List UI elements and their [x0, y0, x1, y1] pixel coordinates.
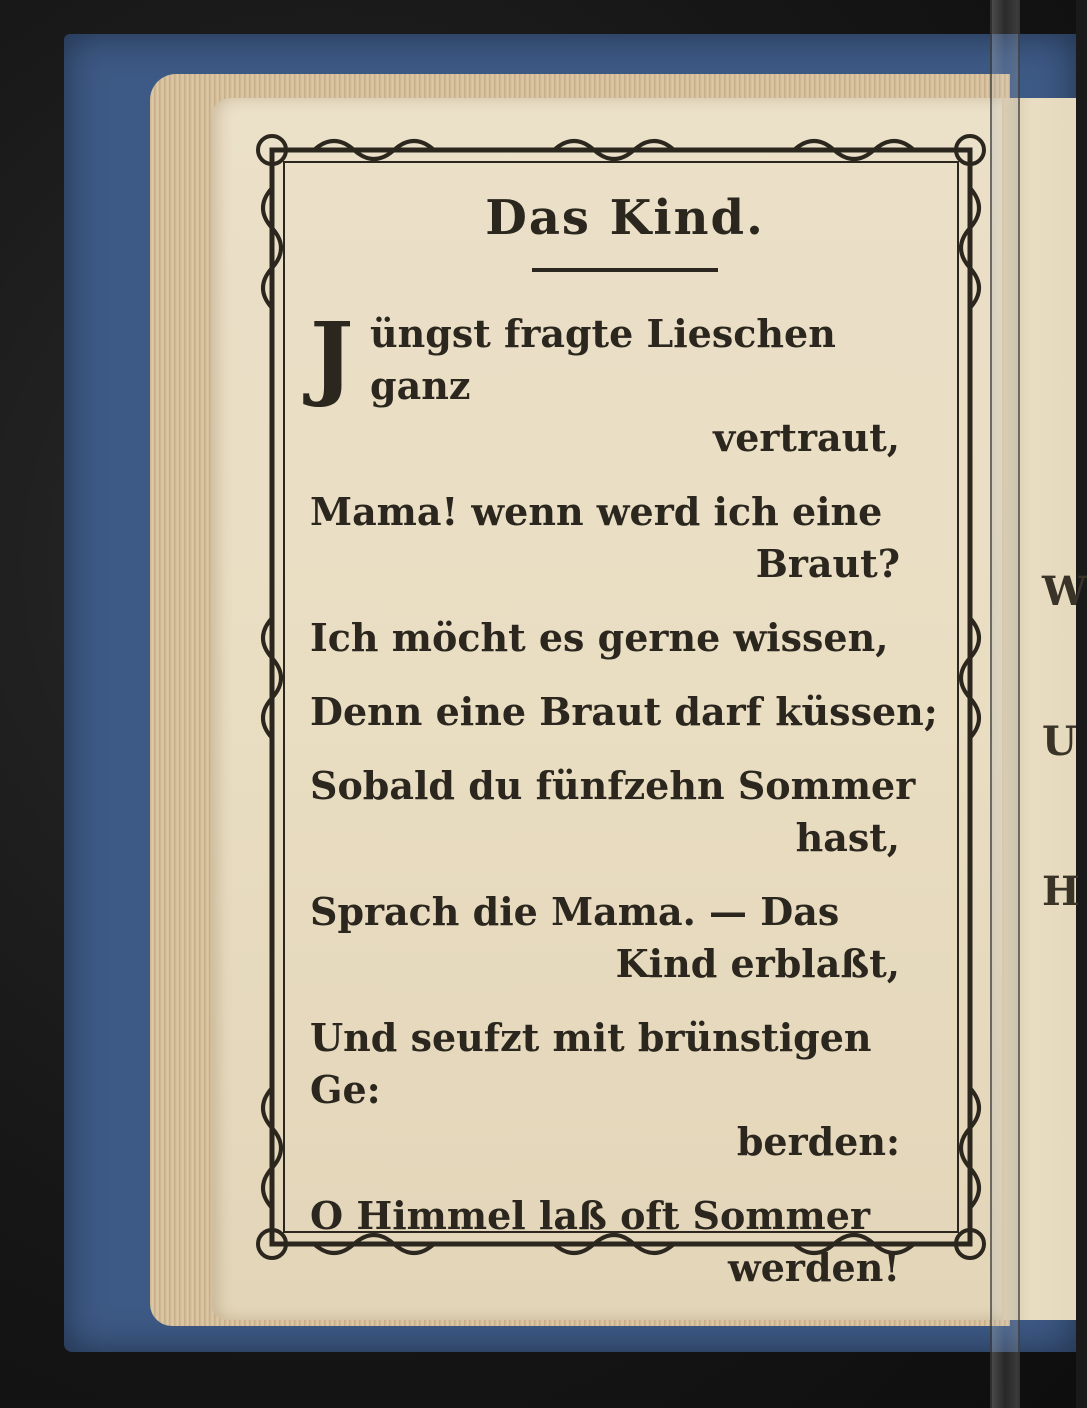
page-title: Das Kind.	[485, 190, 765, 246]
poem-line: O Himmel laß oft Sommer	[310, 1193, 870, 1238]
poem-line-continuation: hast,	[795, 815, 900, 860]
poem-line-continuation: vertraut,	[713, 415, 900, 460]
title-rule	[532, 268, 718, 272]
poem	[310, 190, 940, 1294]
glass-strip	[990, 0, 1020, 1408]
poem-line: J üngst fragte Lieschen ganz	[310, 302, 836, 410]
poem-line: Sobald du fünfzehn Sommer	[310, 763, 916, 808]
poem-line-continuation: berden:	[736, 1119, 900, 1164]
poem-line: Ich möcht es gerne wissen,	[310, 615, 889, 660]
poem-body	[310, 302, 940, 1294]
poem-line-continuation: Braut?	[755, 541, 900, 586]
next-page-fragment: U	[1042, 718, 1077, 765]
poem-line-continuation: werden!	[728, 1245, 900, 1290]
poem-line: Mama! wenn werd ich eine	[310, 489, 883, 534]
next-page-fragment: W	[1042, 568, 1087, 615]
drop-cap: J	[310, 302, 354, 410]
poem-line-continuation: Kind erblaßt,	[615, 941, 900, 986]
next-page-fragment: H	[1042, 868, 1080, 915]
poem-line: Denn eine Braut darf küssen;	[310, 689, 938, 734]
poem-line: Sprach die Mama. — Das	[310, 889, 840, 934]
poem-line: Und seufzt mit brünstigen Ge:	[310, 1015, 872, 1112]
